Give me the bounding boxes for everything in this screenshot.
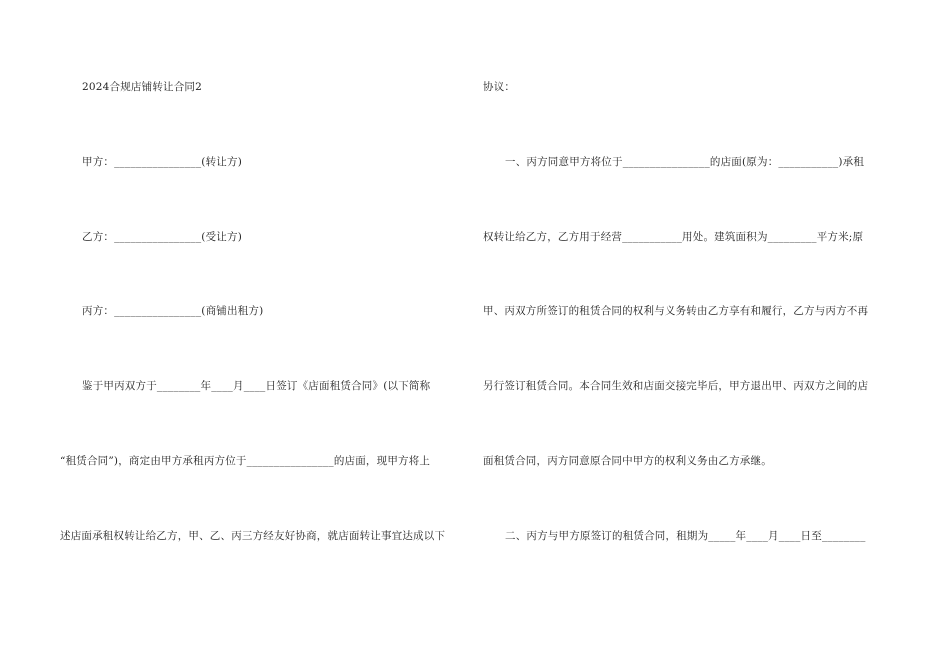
clause-1-line-1: 一、丙方同意甲方将位于________________的店面(原为：___________)承租 (505, 156, 865, 168)
preamble-line-1: 鉴于甲丙双方于________年____月____日签订《店面租赁合同》(以下简称 (82, 380, 431, 392)
clause-2-line-1: 二、丙方与甲方原签订的租赁合同，租期为_____年____月____日至________ (505, 530, 866, 542)
party-b-line: 乙方：________________(受让方) (82, 231, 242, 243)
preamble-line-2: “租赁合同”)，商定由甲方承租丙方位于________________的店面，现甲方将上 (60, 455, 431, 467)
clause-1-line-3: 甲、丙双方所签订的租赁合同的权利与义务转由乙方享有和履行，乙方与丙方不再 (483, 305, 869, 317)
left-column (60, 0, 465, 672)
preamble-line-3: 述店面承租权转让给乙方，甲、乙、丙三方经友好协商，就店面转让事宜达成以下 (60, 530, 446, 542)
clause-1-line-5: 面租赁合同，丙方同意原合同中甲方的权利义务由乙方承继。 (483, 455, 772, 467)
right-column (483, 0, 888, 672)
party-c-line: 丙方：________________(商铺出租方) (82, 305, 264, 317)
clause-1-line-2: 权转让给乙方，乙方用于经营___________用处。建筑面积为_________平方米;原 (483, 231, 864, 243)
contract-title: 2024合规店铺转让合同2 (82, 81, 203, 93)
clause-1-line-4: 另行签订租赁合同。本合同生效和店面交接完毕后，甲方退出甲、丙双方之间的店 (483, 380, 869, 392)
party-a-line: 甲方：________________(转让方) (82, 156, 242, 168)
agreement-heading: 协议： (483, 81, 516, 93)
